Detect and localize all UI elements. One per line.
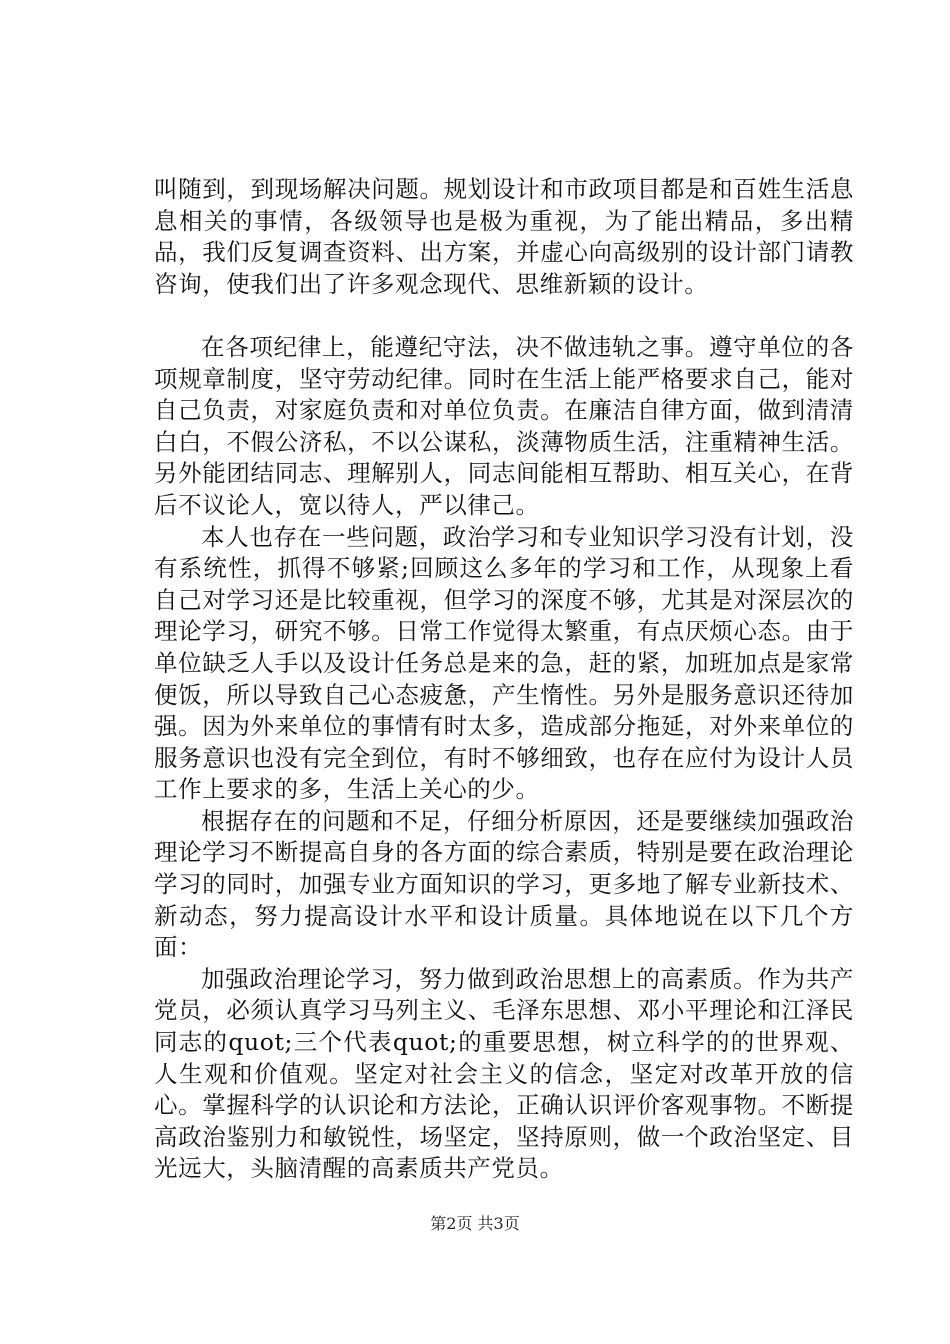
page-footer: 第2页 共3页 xyxy=(430,1214,520,1233)
paragraph-2: 在各项纪律上，能遵纪守法，决不做违轨之事。遵守单位的各项规章制度，坚守劳动纪律。同时在生活上能严格要求自己，能对自己负责，对家庭负责和对单位负责。在廉洁自律方面，做到清清白白，不假公济私，不以公谋私，淡薄物质生活，注重精神生活。另外能团结同志、理解别人，同志间能相互帮助、相互关心，在背后不议论人，宽以待人，严以律己。 xyxy=(154,332,854,519)
paragraph-1: 叫随到，到现场解决问题。规划设计和市政项目都是和百姓生活息息相关的事情，各级领导也是极为重视，为了能出精品，多出精品，我们反复调查资料、出方案，并虚心向高级别的设计部门请教咨询，使我们出了许多观念现代、思维新颖的设计。 xyxy=(154,175,854,298)
paragraph-5: 加强政治理论学习，努力做到政治思想上的高素质。作为共产党员，必须认真学习马列主义、毛泽东思想、邓小平理论和江泽民同志的quot;三个代表quot;的重要思想，树立科学的的世界观、人生观和价值观。坚定对社会主义的信念，坚定对改革开放的信心。掌握科学的认识论和方法论，正确认识评价客观事物。不断提高政治鉴别力和敏锐性，场坚定，坚持原则，做一个政治坚定、目光远大，头脑清醒的高素质共产党员。 xyxy=(154,964,854,1183)
paragraph-4: 根据存在的问题和不足，仔细分析原因，还是要继续加强政治理论学习不断提高自身的各方面的综合素质，特别是要在政治理论学习的同时，加强专业方面知识的学习，更多地了解专业新技术、新动态，努力提高设计水平和设计质量。具体地说在以下几个方面： xyxy=(154,806,854,962)
document-body xyxy=(154,174,854,1185)
paragraph-3: 本人也存在一些问题，政治学习和专业知识学习没有计划，没有系统性，抓得不够紧;回顾这么多年的学习和工作，从现象上看自己对学习还是比较重视，但学习的深度不够，尤其是对深层次的理论学习，研究不够。日常工作觉得太繁重，有点厌烦心态。由于单位缺乏人手以及设计任务总是来的急，赶的紧，加班加点是家常便饭，所以导致自己心态疲惫，产生惰性。另外是服务意识还待加强。因为外来单位的事情有时太多，造成部分拖延，对外来单位的服务意识也没有完全到位，有时不够细致，也存在应付为设计人员工作上要求的多，生活上关心的少。 xyxy=(154,522,854,804)
